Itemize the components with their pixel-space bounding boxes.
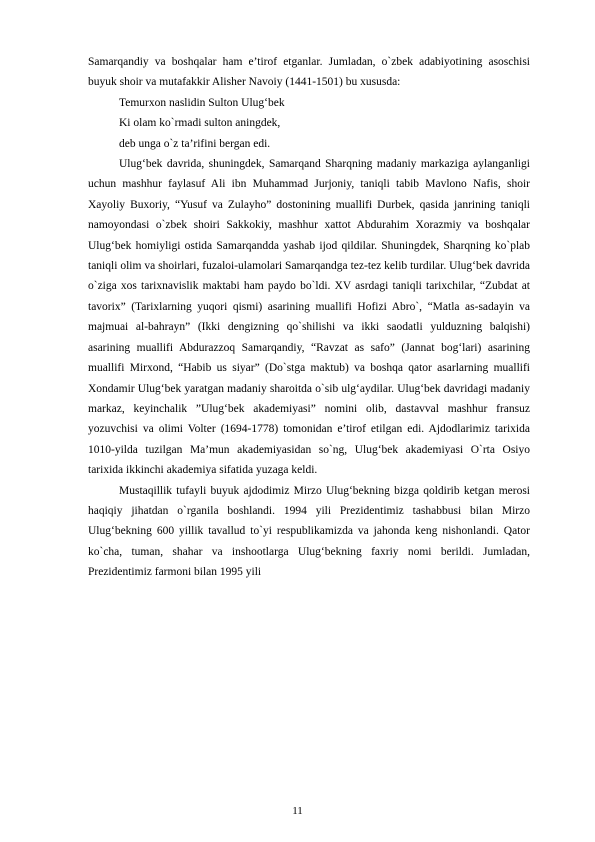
body-paragraph: Mustaqillik tufayli buyuk ajdodimiz Mirzo Ulug‘bekning bizga qoldirib ketgan merosi haqiqiy jihatdan o`rganila boshlandi. 1994 yili Prezidentimiz tashabbusi bilan Mirzo Ulug‘bekning 600 yillik tavallud to`yi respublikamizda va jahonda keng nishonlandi. Qator ko`cha, tuman, shahar va inshootlarga Ulug‘bekning faxriy nomi berildi. Jumladan, Prezidentimiz farmoni bilan 1995 yili xyxy=(88,484,530,579)
page-number: 11 xyxy=(292,805,303,817)
document-page xyxy=(88,52,530,583)
verse-line: Ki olam ko`rmadi sulton aningdek, xyxy=(119,117,281,130)
verse-line: deb unga o`z ta’rifini bergan edi. xyxy=(119,137,271,150)
intro-paragraph: Samarqandiy va boshqalar ham e’tirof etganlar. Jumladan, o`zbek adabiyotining asoschisi buyuk shoir va mutafakkir Alisher Navoiy (1441-1501) bu xususda: xyxy=(88,56,530,89)
verse-line: Temurxon naslidin Sulton Ulug‘bek xyxy=(119,96,285,109)
body-paragraph: Ulug‘bek davrida, shuningdek, Samarqand Sharqning madaniy markaziga aylanganligi uchun mashhur faylasuf Ali ibn Muhammad Jurjoniy, taniqli tabib Mavlono Nafis, shoir Xayoliy Buxoriy, “Yusuf va Zulayho” dostonining muallifi Durbek, qasida janrining taniqli namoyondasi o`zbek shoiri Sakkokiy, mashhur xattot Abdurahim Xorazmiy va boshqalar Ulug‘bek homiyligi ostida Samarqandda yashab ijod qildilar. Shuningdek, Sharqning ko`plab taniqli olim va shoirlari, fuzaloi-ulamolari Samarqandga tez-tez kelib turdilar. Ulug‘bek davrida o`ziga xos tarixnavislik maktabi ham paydo bo`ldi. XV asrdagi taniqli tarixchilar, “Zubdat at tavorix” (Tarixlarning yuqori qismi) asarining muallifi Hofizi Abro`, “Matla as-sadayin va majmuai al-bahrayn” (Ikki dengizning qo`shilishi va ikki saodatli yulduzning balqishi) asarining muallifi Abdurazzoq Samarqandiy, “Ravzat as safo” (Jannat bog‘lari) asarining muallifi Mirxond, “Habib us siyar” (Do`stga maktub) va boshqa qator asarlarning muallifi Xondamir Ulug‘bek yaratgan madaniy sharoitda o`sib ulg‘aydilar. Ulug‘bek davridagi madaniy markaz, keyinchalik ”Ulug‘bek akademiyasi” nomini olib, dastavval mashhur fransuz yozuvchisi va olimi Volter (1694-1778) tomonidan e’tirof etilgan edi. Ajdodlarimiz tarixida 1010-yilda tuzilgan Ma’mun akademiyasidan so`ng, Ulug‘bek akademiyasi O`rta Osiyo tarixida ikkinchi akademiya sifatida yuzaga keldi. xyxy=(88,158,530,477)
